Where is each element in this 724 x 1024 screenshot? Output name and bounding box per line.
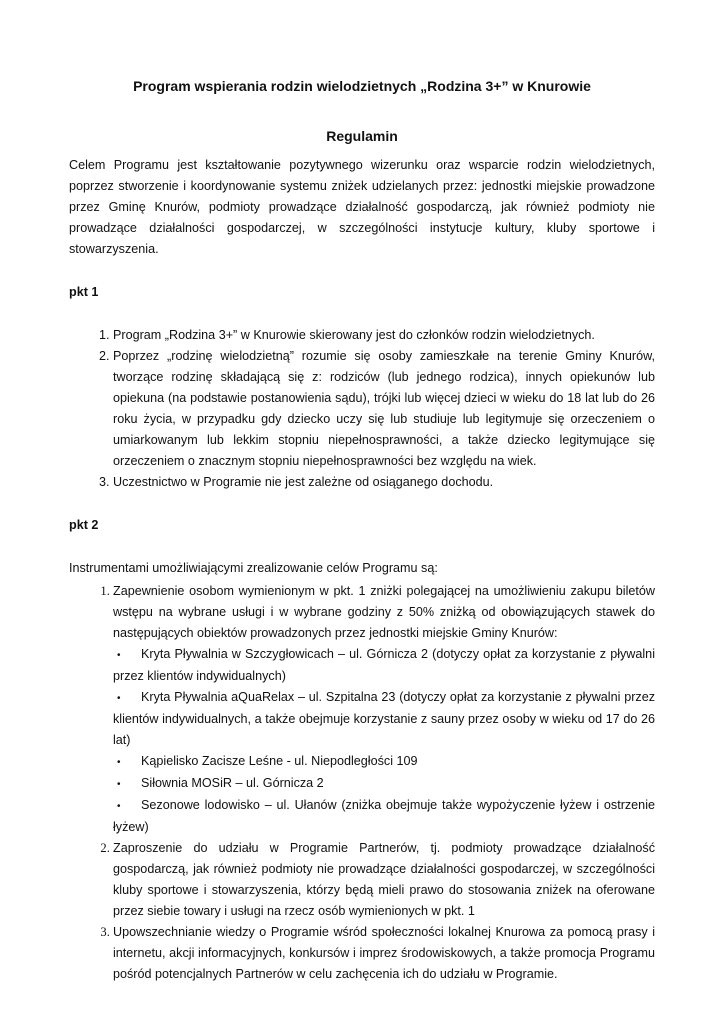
- facility-item: [113, 644, 655, 687]
- document-title: Program wspierania rodzin wielodzietnych „Rodzina 3+” w Knurowie: [133, 78, 591, 94]
- document-subtitle: Regulamin: [326, 128, 398, 144]
- section-2-heading: pkt 2: [69, 518, 99, 532]
- facility-text: Kryta Pływalnia w Szczygłowicach – ul. Górnicza 2 (dotyczy opłat za korzystanie z pływalni przez klientów indywidualnych): [113, 647, 655, 683]
- facility-text: Siłownia MOSiR – ul. Górnicza 2: [141, 776, 324, 790]
- section-1-item-3: 3. Uczestnictwo w Programie nie jest zależne od osiąganego dochodu.: [113, 472, 655, 493]
- intro-paragraph: Celem Programu jest kształtowanie pozytywnego wizerunku oraz wsparcie rodzin wielodzietnych, poprzez stworzenie i koordynowanie systemu zniżek udzielanych przez: jednostki miejskie prowadzone przez Gminę Knurów, podmioty prowadzące działalność gospodarczą, jak również podmioty nie prowadzące działalności gospodarczej, w szczególności instytucje kultury, kluby sportowe i stowarzyszenia.: [69, 158, 655, 256]
- facility-item: [113, 795, 655, 838]
- section-1-item-2: 2. Poprzez „rodzinę wielodzietną” rozumie się osoby zamieszkałe na terenie Gminy Knurów, tworzące rodzinę składającą się z: rodziców (lub jednego rodzica), innych opiekunów lub opiekuna (na podstawie postanowienia sądu), trójki lub więcej dzieci w wieku do 18 lat lub do 26 roku życia, w przypadku gdy dziecko uczy się lub studiuje lub legitymuje się orzeczeniem o umiarkowanym lub lekkim stopniu niepełnosprawności, a także dziecko legitymujące się orzeczeniem o znacznym stopniu niepełnosprawności bez względu na wiek.: [113, 346, 655, 472]
- section-1-heading: pkt 1: [69, 285, 99, 299]
- section-2-item-2: 2. Zaproszenie do udziału w Programie Partnerów, tj. podmioty prowadzące działalność gospodarczą, jak również podmioty nie prowadzące działalności gospodarczej, w szczególności kluby sportowe i stowarzyszenia, którzy będą mieli prawo do stosowania zniżek na oferowane przez siebie towary i usługi na rzecz osób wymienionych w pkt. 1: [113, 838, 655, 922]
- facility-item: [113, 687, 655, 751]
- facility-text: Kryta Pływalnia aQuaRelax – ul. Szpitalna 23 (dotyczy opłat za korzystanie z pływalni przez klientów indywidualnych, a także obejmuje korzystanie z sauny przez osoby w wieku od 17 do 26 lat): [113, 690, 655, 747]
- bullet-icon: •: [117, 693, 121, 704]
- facility-item: [113, 773, 655, 795]
- section-2-item-1-text: Zapewnienie osobom wymienionym w pkt. 1 zniżki polegającej na umożliwieniu zakupu biletów wstępu na wybrane usługi i w wybrane godziny z 50% zniżką od obowiązujących stawek do następujących obiektów prowadzonych przez jednostki miejskie Gminy Knurów:: [113, 584, 655, 640]
- facility-list: [113, 644, 655, 838]
- facility-item: [113, 751, 655, 773]
- section-2-lead: Instrumentami umożliwiającymi zrealizowanie celów Programu są:: [69, 561, 438, 575]
- bullet-icon: •: [117, 757, 121, 768]
- section-2-list: [69, 581, 655, 985]
- bullet-icon: •: [117, 650, 121, 661]
- facility-text: Kąpielisko Zacisze Leśne - ul. Niepodległości 109: [141, 754, 418, 768]
- section-1-list: [69, 325, 655, 493]
- section-2-item-3: 3. Upowszechnianie wiedzy o Programie wśród społeczności lokalnej Knurowa za pomocą prasy i internetu, akcji informacyjnych, konkursów i imprez środowiskowych, a także promocja Programu pośród potencjalnych Partnerów w celu zachęcenia ich do udziału w Programie.: [113, 922, 655, 985]
- document-page: [69, 76, 655, 985]
- section-2-item-1: [113, 581, 655, 838]
- section-1-item-1: 1. Program „Rodzina 3+” w Knurowie skierowany jest do członków rodzin wielodzietnych.: [113, 325, 655, 346]
- bullet-icon: •: [117, 779, 121, 790]
- bullet-icon: •: [117, 801, 121, 812]
- facility-text: Sezonowe lodowisko – ul. Ułanów (zniżka obejmuje także wypożyczenie łyżew i ostrzenie łyżew): [113, 798, 655, 834]
